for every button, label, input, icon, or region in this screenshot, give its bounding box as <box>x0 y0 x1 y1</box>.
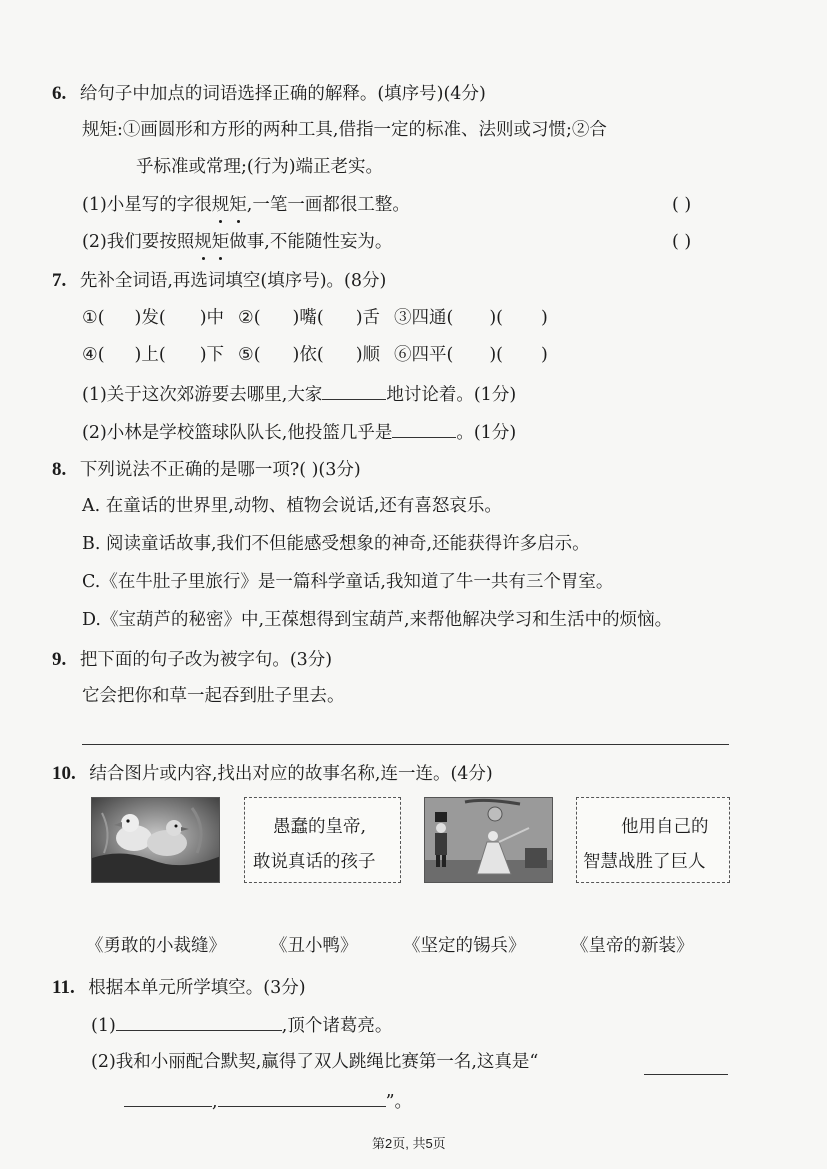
sentence-text: (2)小林是学校篮球队队长,他投篮几乎是 <box>82 423 393 443</box>
source-sentence: 它会把你和草一起吞到肚子里去。 <box>82 686 345 706</box>
emphasized-char: 矩 <box>211 232 230 252</box>
question-8-heading <box>52 460 361 480</box>
question-prompt: 下列说法不正确的是哪一项?( )(3分) <box>79 460 361 480</box>
card-text: 敢说真话的孩子 <box>253 852 376 872</box>
emphasized-char: 矩 <box>229 195 247 215</box>
line-text: ,顶个诸葛亮。 <box>281 1016 393 1036</box>
question-prompt: 先补全词语,再选词填空(填序号)。(8分) <box>79 271 387 291</box>
question-number: 8. <box>52 459 67 480</box>
option-c: C.《在牛肚子里旅行》是一篇科学童话,我知道了牛一共有三个胃室。 <box>82 572 614 592</box>
story-title-4[interactable]: 《皇帝的新装》 <box>571 936 694 956</box>
sentence-text: 。(1分) <box>456 423 517 443</box>
story-title-1[interactable]: 《勇敢的小裁缝》 <box>86 936 226 956</box>
word-row-2 <box>82 347 548 365</box>
question-prompt: 给句子中加点的词语选择正确的解释。(填序号)(4分) <box>79 84 486 104</box>
word-fragment: )( <box>489 308 504 328</box>
word-fragment: ③四通( <box>394 308 454 328</box>
word-fragment: ) <box>541 345 548 365</box>
fill-sentence-1 <box>82 385 516 405</box>
sentence-text: (2)我们要按照 <box>82 232 195 252</box>
answer-blank[interactable] <box>218 1092 386 1107</box>
question-6-heading <box>52 84 486 104</box>
card-text: 智慧战胜了巨人 <box>583 852 706 872</box>
story-title-3[interactable]: 《坚定的锡兵》 <box>403 936 526 956</box>
word-fragment: ①( <box>82 308 105 328</box>
option-d: D.《宝葫芦的秘密》中,王葆想得到宝葫芦,来帮他解决学习和生活中的烦恼。 <box>82 610 673 630</box>
sentence-text: (1)关于这次郊游要去哪里,大家 <box>82 385 323 405</box>
question-number: 6. <box>52 83 67 104</box>
word-fragment: ②( <box>238 308 261 328</box>
question-number: 10. <box>52 763 76 784</box>
tin-soldier-illustration <box>425 798 553 883</box>
option-a: A. 在童话的世界里,动物、植物会说话,还有喜怒哀乐。 <box>82 496 502 516</box>
page-footer: 第2页, 共5页 <box>372 1136 446 1151</box>
word-fragment: )下 <box>199 345 225 365</box>
ugly-duckling-illustration <box>92 798 220 883</box>
answer-line[interactable] <box>82 744 729 745</box>
story-title-2[interactable]: 《丑小鸭》 <box>270 936 358 956</box>
definition-line-2: 乎标准或常理;(行为)端正老实。 <box>136 157 384 177</box>
sentence-text: 地讨论着。(1分) <box>386 385 517 405</box>
question-number: 11. <box>52 977 75 998</box>
description-card-2[interactable] <box>576 797 730 883</box>
answer-blank[interactable] <box>322 385 386 400</box>
line-label: (1) <box>91 1016 116 1036</box>
answer-paren-1[interactable]: ( ) <box>672 195 692 215</box>
answer-blank[interactable] <box>644 1060 728 1075</box>
question-7-heading <box>52 271 386 291</box>
word-fragment: )中 <box>199 308 225 328</box>
sentence-text: ,一笔一画都很工整。 <box>246 195 410 215</box>
ugly-duckling-picture <box>91 797 220 883</box>
option-b: B. 阅读童话故事,我们不但能感受想象的神奇,还能获得许多启示。 <box>82 534 590 554</box>
word-fragment: )( <box>489 345 504 365</box>
card-text: 愚蠢的皇帝, <box>273 817 367 837</box>
answer-blank[interactable] <box>116 1016 282 1031</box>
word-fragment: )顺 <box>355 345 381 365</box>
line-text: ”。 <box>385 1092 413 1112</box>
word-fragment: )发( <box>134 308 166 328</box>
fill-line-3 <box>124 1092 412 1112</box>
definition-line-1: 规矩:①画圆形和方形的两种工具,借指一定的标准、法则或习惯;②合 <box>82 120 607 140</box>
sentence-2 <box>82 234 392 252</box>
tin-soldier-picture <box>424 797 553 883</box>
word-fragment: )嘴( <box>292 308 324 328</box>
fill-sentence-2 <box>82 423 516 443</box>
answer-paren-2[interactable]: ( ) <box>672 232 692 252</box>
line-text: (2)我和小丽配合默契,赢得了双人跳绳比赛第一名,这真是“ <box>91 1052 539 1072</box>
description-card-1[interactable] <box>244 797 401 883</box>
sentence-text: 做事,不能随性妄为。 <box>229 232 393 252</box>
emphasized-char: 规 <box>211 195 230 215</box>
question-10-heading <box>52 764 493 784</box>
word-fragment: )舌 <box>355 308 381 328</box>
word-fragment: ⑤( <box>238 345 261 365</box>
question-prompt: 把下面的句子改为被字句。(3分) <box>79 650 333 670</box>
answer-blank[interactable] <box>124 1092 212 1107</box>
emphasized-char: 规 <box>194 232 212 252</box>
word-fragment: )依( <box>292 345 324 365</box>
word-row-1 <box>82 310 548 328</box>
question-9-heading <box>52 650 332 670</box>
question-prompt: 根据本单元所学填空。(3分) <box>88 978 306 998</box>
sentence-1 <box>82 197 410 215</box>
question-number: 7. <box>52 270 67 291</box>
word-fragment: )上( <box>134 345 166 365</box>
word-fragment: ⑥四平( <box>394 345 454 365</box>
line-text: , <box>212 1092 218 1112</box>
answer-blank[interactable] <box>392 423 456 438</box>
card-text: 他用自己的 <box>621 817 709 837</box>
question-prompt: 结合图片或内容,找出对应的故事名称,连一连。(4分) <box>89 764 493 784</box>
sentence-text: (1)小星写的字很 <box>82 195 212 215</box>
question-number: 9. <box>52 649 67 670</box>
question-11-heading <box>52 978 306 998</box>
fill-line-1 <box>91 1016 392 1036</box>
fill-line-2 <box>91 1054 538 1072</box>
word-fragment: ④( <box>82 345 105 365</box>
word-fragment: ) <box>541 308 548 328</box>
